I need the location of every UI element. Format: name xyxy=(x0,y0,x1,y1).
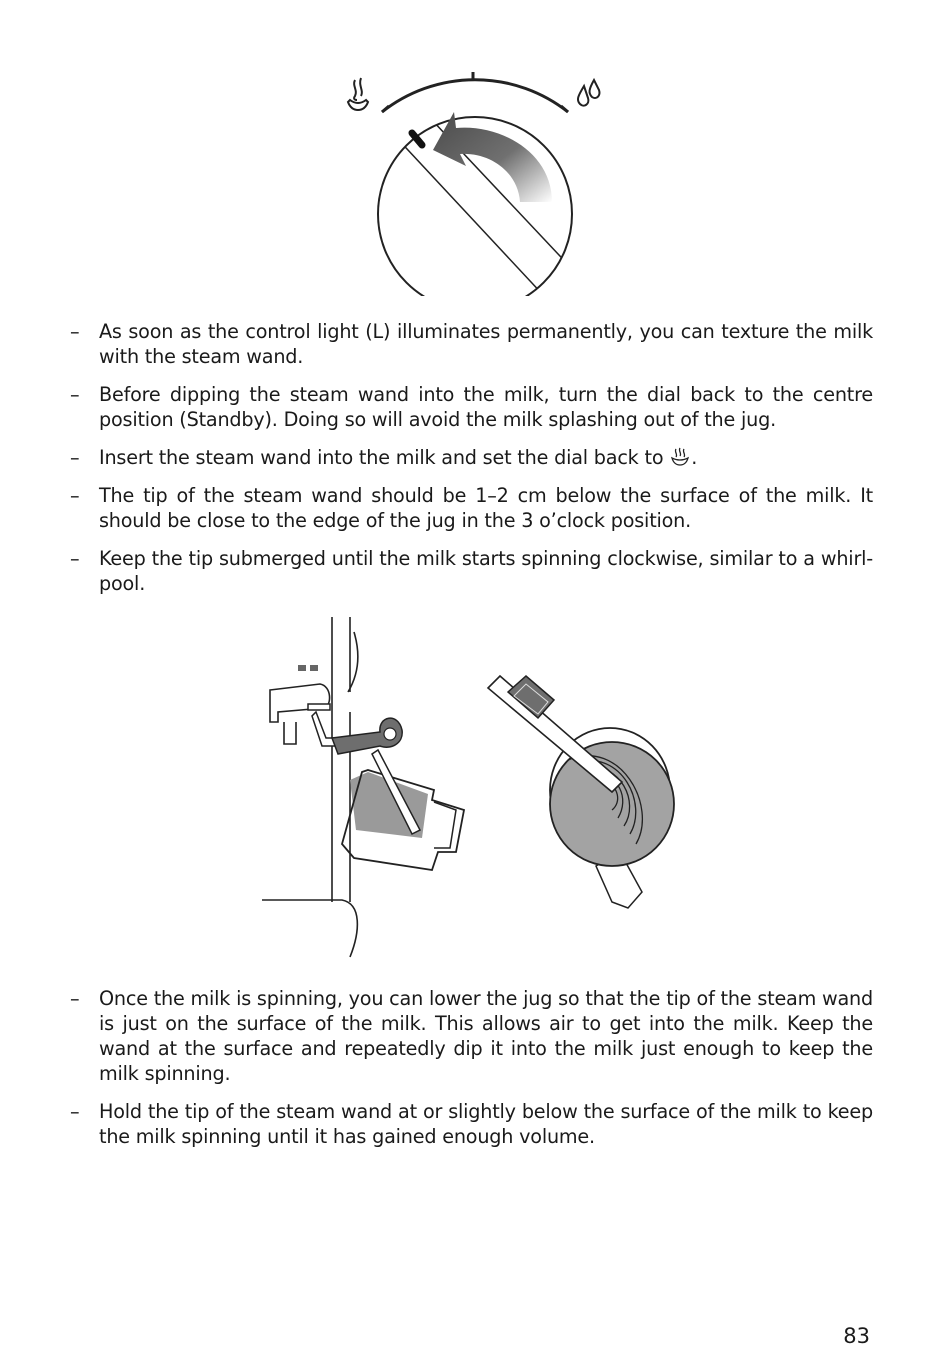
list-dash: – xyxy=(70,383,80,406)
list-item xyxy=(70,483,873,533)
instruction-text: Keep the tip submerged until the milk starts spinning clockwise, similar to a whirl-pool. xyxy=(99,547,873,595)
instruction-text: As soon as the control light (L) illuminates permanently, you can texture the milk with the steam wand. xyxy=(99,320,873,368)
steam-icon xyxy=(348,78,368,110)
list-dash: – xyxy=(70,320,80,343)
list-item xyxy=(70,1099,873,1149)
cup-icons xyxy=(298,665,318,671)
page-number: 83 xyxy=(843,1324,870,1348)
instruction-list-bottom xyxy=(70,986,873,1162)
list-dash: – xyxy=(70,547,80,570)
list-item xyxy=(70,382,873,432)
list-item xyxy=(70,986,873,1086)
hot-water-icon xyxy=(578,80,600,106)
list-dash: – xyxy=(70,484,80,507)
list-dash: – xyxy=(70,1100,80,1123)
list-item xyxy=(70,319,873,369)
steam-wand-illustration xyxy=(250,612,700,962)
dial-illustration xyxy=(330,62,620,296)
instruction-text: Hold the tip of the steam wand at or slightly below the surface of the milk to keep the milk spinning until it has gained enough volume. xyxy=(99,1100,873,1148)
instruction-text: Before dipping the steam wand into the milk, turn the dial back to the centre position (Standby). Doing so will avoid the milk splashing out of the jug. xyxy=(99,383,873,431)
list-dash: – xyxy=(70,446,80,469)
list-item xyxy=(70,546,873,596)
instruction-text: Once the milk is spinning, you can lower the jug so that the tip of the steam wand is just on the surface of the milk. This allows air to get into the milk. Keep the wand at the surface and repeatedly dip it into the milk just enough to keep the milk spinning. xyxy=(99,987,873,1085)
milk-jug-icon xyxy=(342,770,464,870)
instruction-text: The tip of the steam wand should be 1–2 cm below the surface of the milk. It should be close to the edge of the jug in the 3 o’clock position. xyxy=(99,484,873,532)
instruction-text: Insert the steam wand into the milk and set the dial back to xyxy=(99,446,664,469)
list-item xyxy=(70,445,873,470)
steam-symbol-icon xyxy=(669,447,691,467)
list-dash: – xyxy=(70,987,80,1010)
instruction-list-top xyxy=(70,319,873,609)
instruction-text-end: . xyxy=(691,446,698,469)
